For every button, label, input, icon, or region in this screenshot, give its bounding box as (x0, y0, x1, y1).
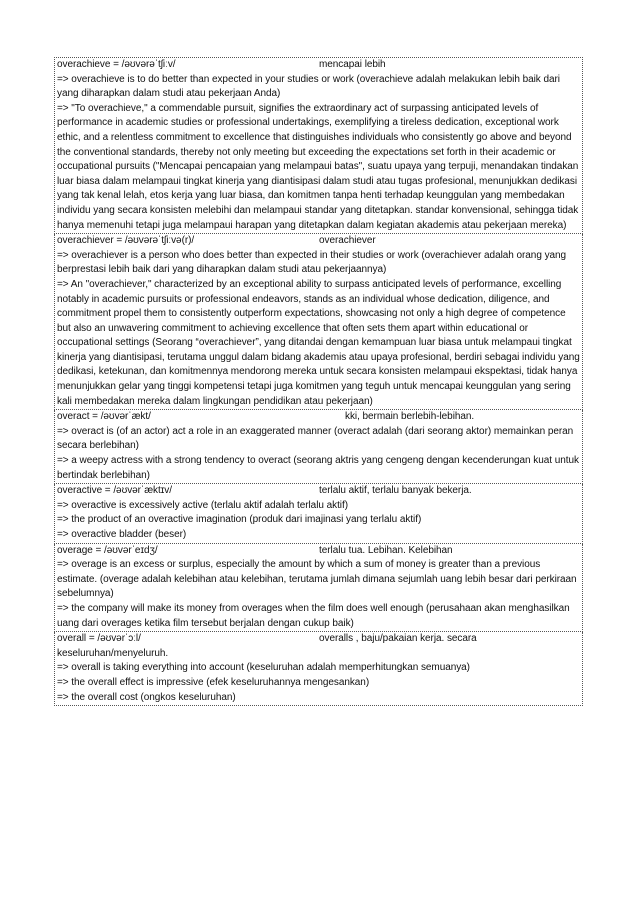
definition-line: => overage is an excess or surplus, especially the amount by which a sum of money is greater than a previous estimate. (overage adalah kelebihan atau kelebihan, terutama jumlah dimana sejumlah uang lebih besar dari perkiraan sebelumnya) (57, 559, 577, 600)
headword-meaning: terlalu tua. Lebihan. Kelebihan (319, 544, 453, 556)
definition-line: => overachiever is a person who does better than expected in their studies or work (overachiever adalah orang yang berprestasi lebih baik dari yang diharapkan dalam studi atau pekerjaannya) (57, 249, 567, 276)
headword: overall = /əʊvərˈɔːl/ (57, 633, 141, 645)
entry-head (57, 484, 580, 499)
headword: overachieve = /əʊvərəˈtʃiːv/ (57, 59, 176, 70)
headword-meaning: terlalu aktif, terlalu banyak bekerja. (319, 485, 472, 497)
entry-head (57, 234, 580, 249)
definition-line: => overact is (of an actor) act a role in an exaggerated manner (overact adalah (dari seorang aktor) memainkan peran secara berlebihan) (57, 425, 574, 452)
headword: overactive = /əʊvərˈæktɪv/ (57, 485, 172, 497)
headword: overachiever = /əʊvərəˈtʃiːvə(r)/ (57, 235, 195, 247)
definition-line: => overachieve is to do better than expected in your studies or work (overachieve adalah melakukan lebih baik dari yang diharapkan dalam studi atau pekerjaan Anda) (57, 73, 560, 100)
example-line: => the overall effect is impressive (efek keseluruhannya mengesankan) (57, 676, 370, 688)
headword-meaning-continued: keseluruhan/menyeluruh. (57, 647, 169, 659)
headword-meaning: overalls , baju/pakaian kerja. secara (319, 633, 477, 645)
entry-overactive (54, 484, 583, 543)
entry-head (57, 410, 580, 425)
headword: overact = /əʊvərˈækt/ (57, 411, 151, 423)
entry-overage (54, 544, 583, 633)
example-line: => overactive bladder (beser) (57, 529, 187, 540)
entry-overachiever (54, 234, 583, 410)
example-line: => the company will make its money from overages when the film does well enough (perusahaan akan menghasilkan uang dari overages ketika film tersebut berjalan dengan cukup baik) (57, 602, 570, 629)
entry-head (57, 632, 580, 661)
entry-head (57, 544, 580, 559)
example-line: => the product of an overactive imagination (produk dari imajinasi yang terlalu aktif) (57, 514, 422, 526)
definition-line: => overall is taking everything into account (keseluruhan adalah memperhitungkan semuanya) (57, 662, 470, 674)
entry-overact (54, 410, 583, 484)
entry-overachieve (54, 57, 583, 234)
headword-meaning: overachiever (319, 235, 376, 247)
headword-meaning: kki, bermain berlebih-lebihan. (345, 411, 475, 423)
example-line: => An "overachiever," characterized by an exceptional ability to surpass anticipated levels of performance, excelling notably in academic pursuits or professional endeavors, stands as an individual whose dedication, diligence, and commitment propel them to consistently outperform expectations, showcasing not only a high degree of competence but also an unwavering commitment to achieving excellence that often sets them apart within educational or occupational settings (Seorang “overachiever”, yang ditandai dengan kemampuan luar biasa untuk melampaui tingkat kinerja yang diantisipasi, terutama unggul dalam bidang akademis atau upaya profesional, berdiri sebagai individu yang dedikasi, ketekunan, dan komitmennya mendorong mereka untuk secara konsisten melampaui ekspektasi, tidak hanya menunjukkan gelar yang tinggi kompetensi tetapi juga komitmen yang teguh untuk mencapai keunggulan yang sering kali membedakan mereka dalam lingkungan pendidikan atau pekerjaan) (57, 278, 580, 407)
example-line: => a weepy actress with a strong tendency to overact (seorang aktris yang cengeng dengan kecenderungan kuat untuk bertindak berlebihan) (57, 455, 579, 481)
example-line: => the overall cost (ongkos keseluruhan) (57, 691, 236, 703)
dictionary-sheet (54, 57, 583, 706)
entry-head (57, 58, 580, 73)
example-line: => "To overachieve," a commendable pursuit, signifies the extraordinary act of surpassing anticipated levels of performance in academic studies or professional undertakings, exemplifying a tireless dedication, exceptional work ethic, and a relentless commitment to excellence that distinguishes individuals who consistently go above and beyond the conventional standards, thereby not only meeting but exceeding the expectations set forth in their academic or occupational pursuits ("Mencapai pencapaian yang melampaui batas", suatu upaya yang terpuji, menandakan tindakan luar biasa dalam melampaui tingkat kinerja yang diantisipasi dalam studi atau tugas profesional, menunjukkan dedikasi yang tak kenal lelah, etos kerja yang luar biasa, dan komitmen tanpa henti terhadap keunggulan yang membedakan individu yang secara konsisten melebihi dan melampaui standar yang ditetapkan. standar konvensional, sehingga tidak hanya memenuhi tetapi juga melampaui harapan yang ditetapkan dalam kegiatan akademis atau pekerjaan mereka) (57, 102, 579, 231)
headword-meaning: mencapai lebih (319, 59, 386, 70)
definition-line: => overactive is excessively active (terlalu aktif adalah terlalu aktif) (57, 499, 348, 511)
entry-overall (54, 632, 583, 706)
headword: overage = /əʊvərˈeɪdʒ/ (57, 544, 158, 556)
